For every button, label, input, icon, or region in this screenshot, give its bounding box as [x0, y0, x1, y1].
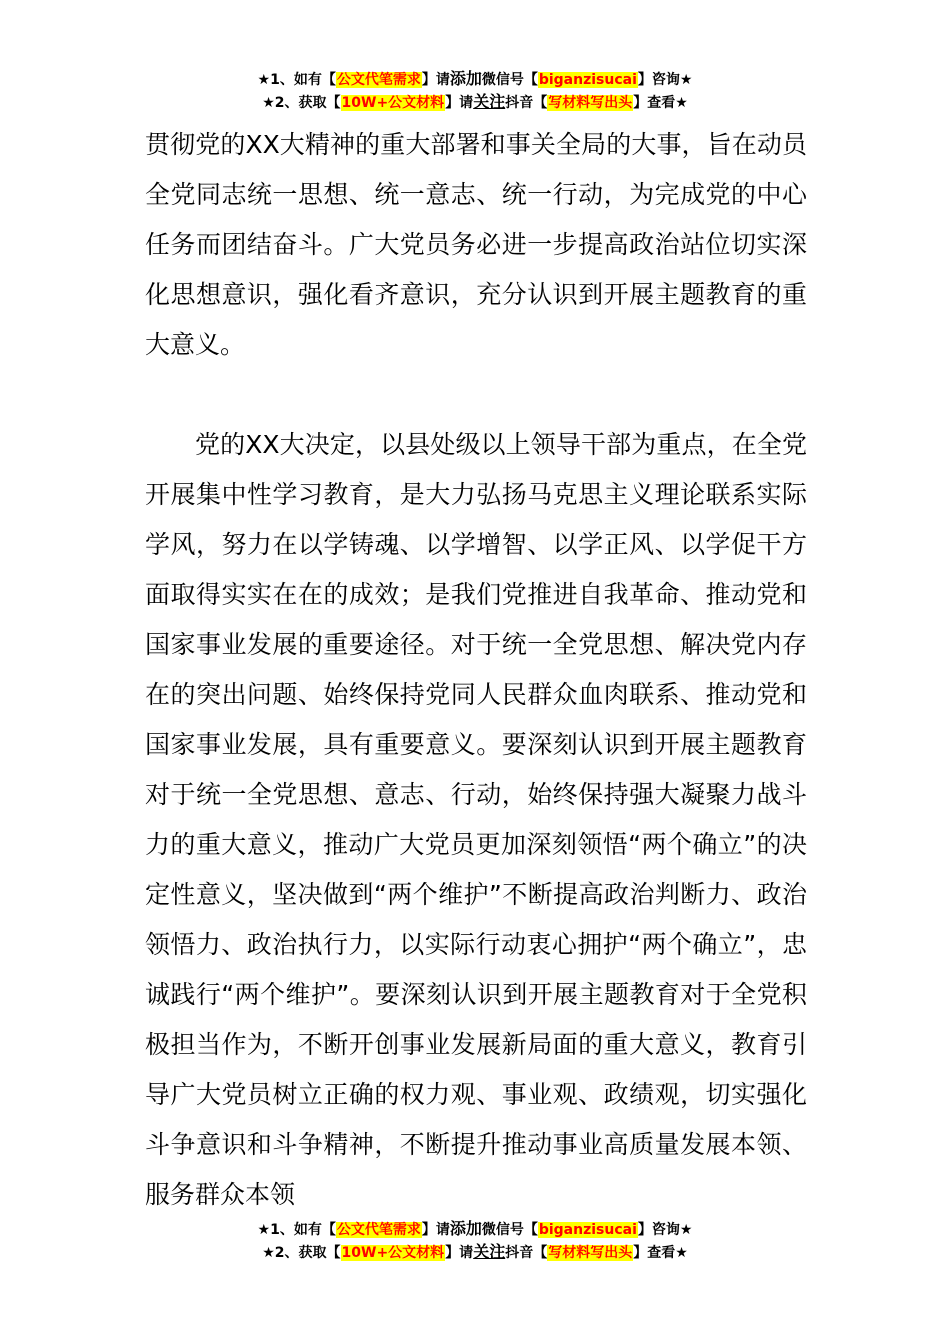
- banner-line-1: ★1、如有【公文代笔需求】请添加微信号【biganzisucai】咨询★: [257, 1219, 693, 1238]
- banner-highlight-wechat: biganzisucai: [538, 72, 637, 88]
- document-body: [145, 120, 807, 1220]
- banner-highlight-materials: 10W+公文材料: [341, 1245, 445, 1261]
- footer-banner: [0, 1218, 950, 1264]
- banner-highlight-wechat: biganzisucai: [538, 1222, 637, 1238]
- header-banner: [0, 68, 950, 114]
- banner-highlight-service: 公文代笔需求: [336, 1222, 421, 1238]
- banner-line-2: ★2、获取【10W+公文材料】请关注抖音【写材料写出头】查看★: [262, 1242, 688, 1261]
- banner-highlight-douyin: 写材料写出头: [548, 95, 633, 111]
- banner-line-2: ★2、获取【10W+公文材料】请关注抖音【写材料写出头】查看★: [262, 92, 688, 111]
- banner-highlight-materials: 10W+公文材料: [341, 95, 445, 111]
- body-paragraph-2: 党的XX大决定，以县处级以上领导干部为重点，在全党开展集中性学习教育，是大力弘扬马克思主义理论联系实际学风，努力在以学铸魂、以学增智、以学正风、以学促干方面取得实实在在的成效；是我们党推进自我革命、推动党和国家事业发展的重要途径。对于统一全党思想、解决党内存在的突出问题、始终保持党同人民群众血肉联系、推动党和国家事业发展，具有重要意义。要深刻认识到开展主题教育对于统一全党思想、意志、行动，始终保持强大凝聚力战斗力的重大意义，推动广大党员更加深刻领悟“两个确立”的决定性意义，坚决做到“两个维护”不断提高政治判断力、政治领悟力、政治执行力，以实际行动衷心拥护“两个确立”，忠诚践行“两个维护”。要深刻认识到开展主题教育对于全党积极担当作为，不断开创事业发展新局面的重大意义，教育引导广大党员树立正确的权力观、事业观、政绩观，切实强化斗争意识和斗争精神，不断提升推动事业高质量发展本领、服务群众本领: [145, 430, 807, 1209]
- banner-line-1: ★1、如有【公文代笔需求】请添加微信号【biganzisucai】咨询★: [257, 69, 693, 88]
- body-paragraph-1: 贯彻党的XX大精神的重大部署和事关全局的大事，旨在动员全党同志统一思想、统一意志、统一行动，为完成党的中心任务而团结奋斗。广大党员务必进一步提高政治站位切实深化思想意识，强化看齐意识，充分认识到开展主题教育的重大意义。: [145, 130, 807, 359]
- banner-highlight-service: 公文代笔需求: [336, 72, 421, 88]
- banner-highlight-douyin: 写材料写出头: [548, 1245, 633, 1261]
